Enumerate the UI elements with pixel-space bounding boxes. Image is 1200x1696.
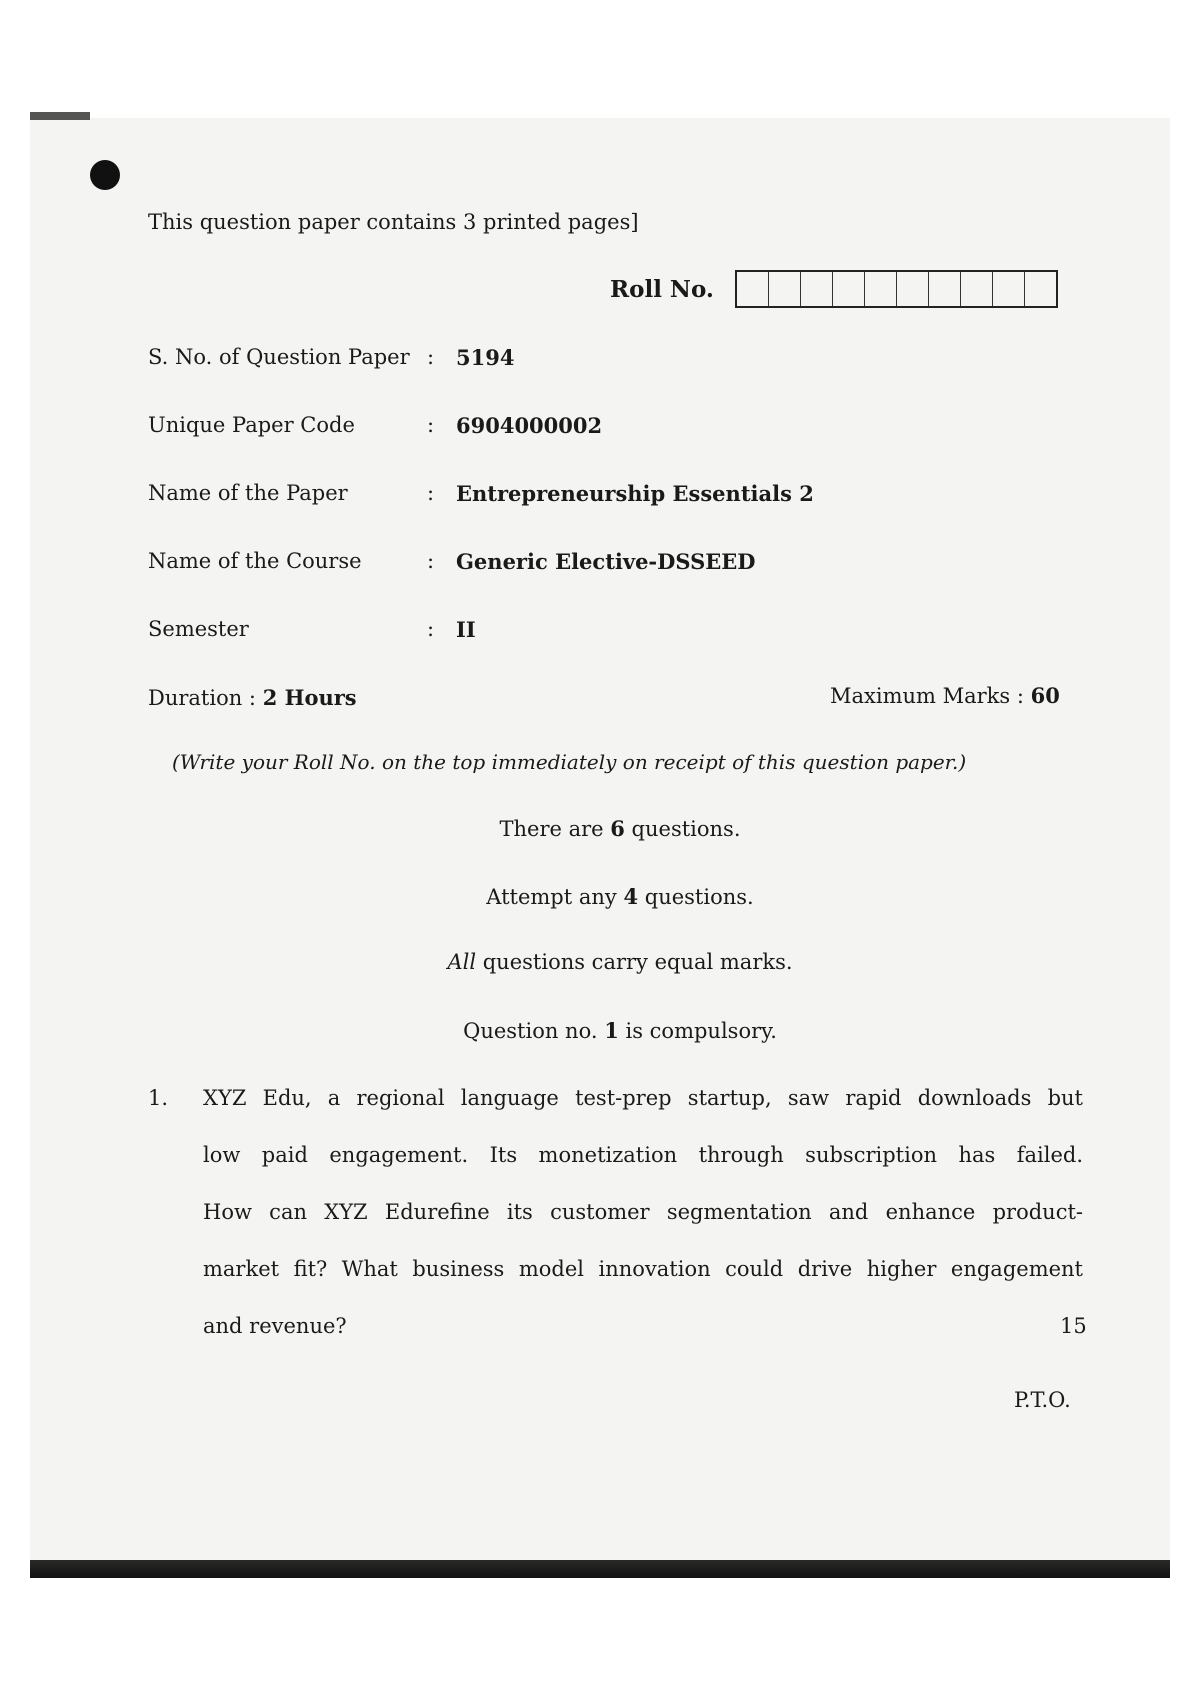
pto-footer: P.T.O. xyxy=(1014,1388,1071,1412)
question-line: market fit? What business model innovation could drive higher engagement xyxy=(203,1257,1083,1281)
note-equal-marks xyxy=(0,952,1200,973)
roll-box[interactable] xyxy=(993,272,1025,306)
note-number: 1 xyxy=(604,1018,619,1043)
note-question-count xyxy=(0,818,1200,840)
header-note: This question paper contains 3 printed pages] xyxy=(148,210,639,234)
info-value-semester: II xyxy=(456,617,476,642)
roll-box[interactable] xyxy=(833,272,865,306)
question-line: and revenue? xyxy=(203,1314,347,1338)
roll-boxes[interactable] xyxy=(735,270,1058,308)
info-label-sno: S. No. of Question Paper xyxy=(148,345,410,369)
roll-box[interactable] xyxy=(737,272,769,306)
scan-edge-mark xyxy=(30,112,90,120)
info-colon: : xyxy=(427,413,435,437)
info-label-semester: Semester xyxy=(148,617,249,641)
info-colon: : xyxy=(427,481,435,505)
info-label-paper: Name of the Paper xyxy=(148,481,348,505)
info-colon: : xyxy=(427,345,435,369)
roll-box[interactable] xyxy=(961,272,993,306)
max-marks-value: 60 xyxy=(1030,683,1060,708)
info-value-course: Generic Elective-DSSEED xyxy=(456,549,756,574)
note-text: questions. xyxy=(624,817,741,841)
roll-box[interactable] xyxy=(769,272,801,306)
roll-box[interactable] xyxy=(929,272,961,306)
duration-label: Duration : xyxy=(148,686,256,710)
question-number: 1. xyxy=(148,1086,169,1110)
note-italic: All xyxy=(447,950,477,974)
note-number: 4 xyxy=(623,884,639,909)
note-text: questions. xyxy=(638,885,754,909)
info-value-sno: 5194 xyxy=(456,345,515,370)
roll-box[interactable] xyxy=(1025,272,1056,306)
question-marks: 15 xyxy=(1060,1314,1087,1338)
paper-sheet xyxy=(30,118,1170,1578)
note-text: Attempt any xyxy=(486,885,624,909)
question-line: low paid engagement. Its monetization through subscription has failed. xyxy=(203,1143,1083,1167)
punch-hole xyxy=(90,160,120,190)
note-text: There are xyxy=(499,817,611,841)
info-value-upc: 6904000002 xyxy=(456,413,603,438)
note-text: questions carry equal marks. xyxy=(476,950,793,974)
note-compulsory xyxy=(0,1020,1200,1042)
duration-value: 2 Hours xyxy=(262,685,357,710)
info-value-paper: Entrepreneurship Essentials 2 xyxy=(456,481,814,506)
roll-label: Roll No. xyxy=(610,276,714,303)
roll-instruction: (Write your Roll No. on the top immediately on receipt of this question paper.) xyxy=(172,750,967,774)
info-label-upc: Unique Paper Code xyxy=(148,413,355,437)
info-label-course: Name of the Course xyxy=(148,549,362,573)
note-text: is compulsory. xyxy=(618,1019,777,1043)
note-attempt xyxy=(0,886,1200,908)
scan-bottom-edge xyxy=(30,1560,1170,1578)
info-colon: : xyxy=(427,549,435,573)
info-colon: : xyxy=(427,617,435,641)
duration xyxy=(148,687,357,709)
roll-box[interactable] xyxy=(897,272,929,306)
roll-box[interactable] xyxy=(865,272,897,306)
maximum-marks xyxy=(830,685,1060,707)
max-marks-label: Maximum Marks : xyxy=(830,684,1024,708)
question-line: How can XYZ Edurefine its customer segmentation and enhance product- xyxy=(203,1200,1083,1224)
question-line: XYZ Edu, a regional language test-prep startup, saw rapid downloads but xyxy=(203,1086,1083,1110)
roll-box[interactable] xyxy=(801,272,833,306)
note-number: 6 xyxy=(610,816,625,841)
note-text: Question no. xyxy=(463,1019,605,1043)
